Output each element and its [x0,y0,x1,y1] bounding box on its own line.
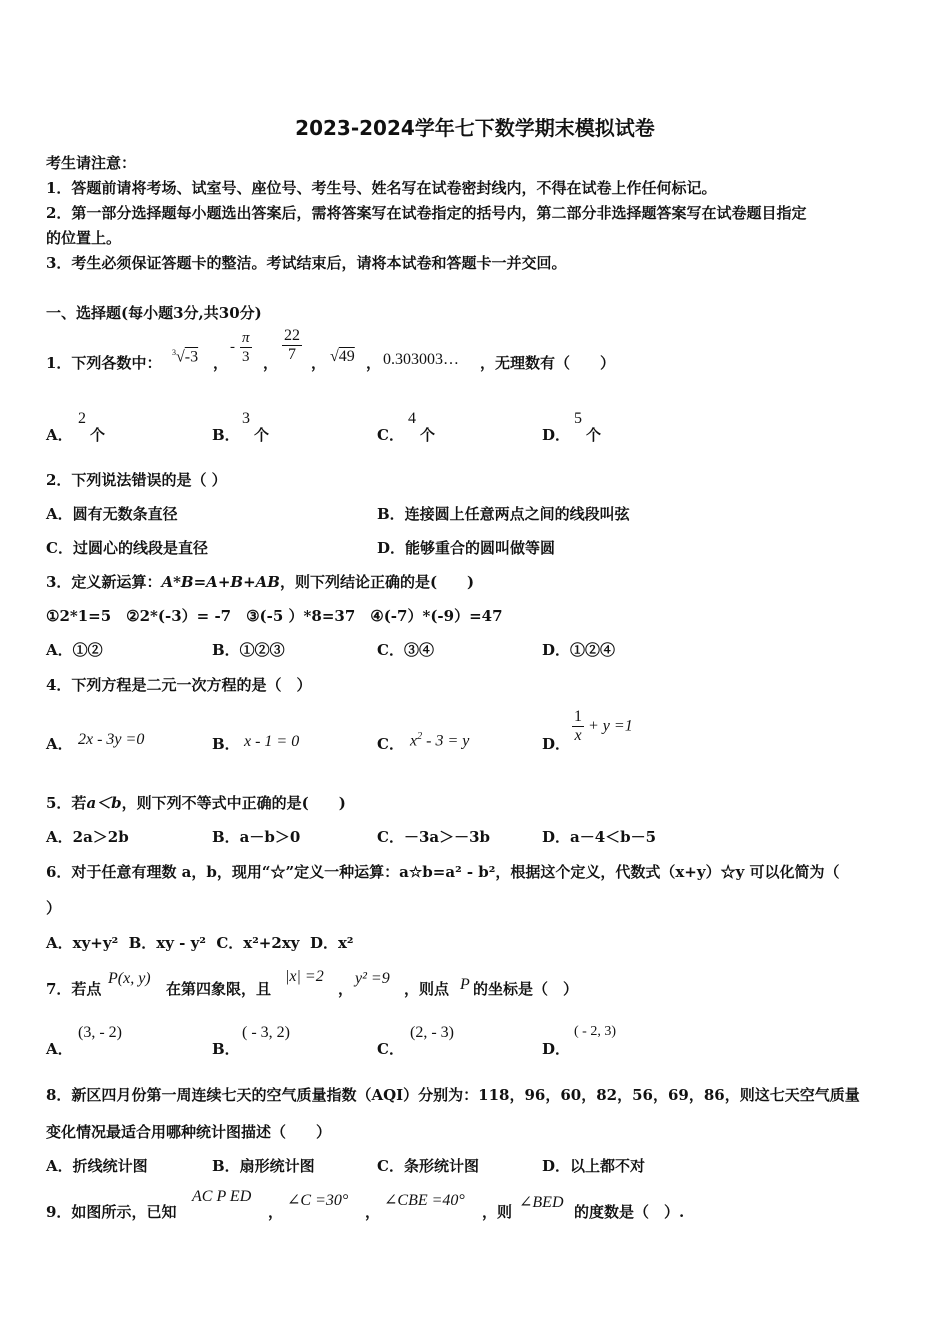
q2-stem: 2．下列说法错误的是（ ） [46,471,227,489]
section-heading: 一、选择题(每小题3分,共30分) [46,304,262,322]
q1-pi-fraction: $\frac{\pi}{3}$ [242,330,250,365]
page-title: 2023-2024学年七下数学期末模拟试卷 [295,116,655,140]
q9-angle-c: ∠C =30° [287,1192,349,1209]
notice-item-1: 1．答题前请将考场、试室号、座位号、考生号、姓名写在试卷密封线内，不得在试卷上作任何标记。 [46,179,717,197]
q3-items: ①2*1=5 ②2*(-3）= -7 ③(-5 ）*8=37 ④(-7）*(-9）=47 [46,607,503,625]
q4-eq-b: x - 1 = 0 [244,733,300,750]
q9-angle-bed: ∠BED [519,1194,564,1211]
q4-stem: 4．下列方程是二元一次方程的是（ ） [46,676,312,694]
q6-options: A．xy+y² B．xy - y² C．x²+2xy D．x² [46,934,354,952]
q8-stem: 8．新区四月份第一周连续七天的空气质量指数（AQI）分别为：118，96，60，82，56，69，86，则这七天空气质量 [46,1086,860,1104]
q1-sqrt-49: √49 [330,348,355,365]
q7-abs-x: |x| =2 [285,968,324,985]
notice-item-2-cont: 的位置上。 [46,229,122,247]
q4-eq-a: 2x - 3y =0 [78,731,145,748]
q1-fraction-22-7: $\frac{22}{7}$ [284,327,300,363]
q7-point: P(x, y) [108,970,151,987]
q9-parallel: AC P ED [192,1188,252,1205]
q1-cube-root: $^3$√-3 [172,348,199,366]
q1-suffix: ，无理数有（ ） [480,354,616,372]
notice-item-3: 3．考生必须保证答题卡的整洁。考试结束后，请将本试卷和答题卡一并交回。 [46,254,567,272]
q1-prefix: 1．下列各数中： [46,354,162,372]
q1-decimal: 0.303003… [383,351,459,368]
q9-angle-cbe: ∠CBE =40° [384,1192,465,1209]
q7-y-squared: y² =9 [355,970,390,987]
q4-eq-c: $x^2 - 3 = y$ [410,731,470,750]
notice-heading: 考生请注意： [46,154,137,172]
q5-stem: 5．若a＜b，则下列不等式中正确的是( ) [46,794,346,812]
notice-item-2: 2．第一部分选择题每小题选出答案后，需将答案写在试卷指定的括号内，第二部分非选择题答案写在试卷题目指定 [46,204,807,222]
q3-stem: 3．定义新运算：A*B=A+B+AB，则下列结论正确的是( ) [46,573,475,591]
q4-eq-d: $\frac{1}{x}$ + y =1 [574,708,633,744]
q6-stem: 6．对于任意有理数 a，b，现用“☆”定义一种运算：a☆b=a² - b²，根据这个定义，代数式（x+y）☆y 可以化简为（ [46,863,840,881]
